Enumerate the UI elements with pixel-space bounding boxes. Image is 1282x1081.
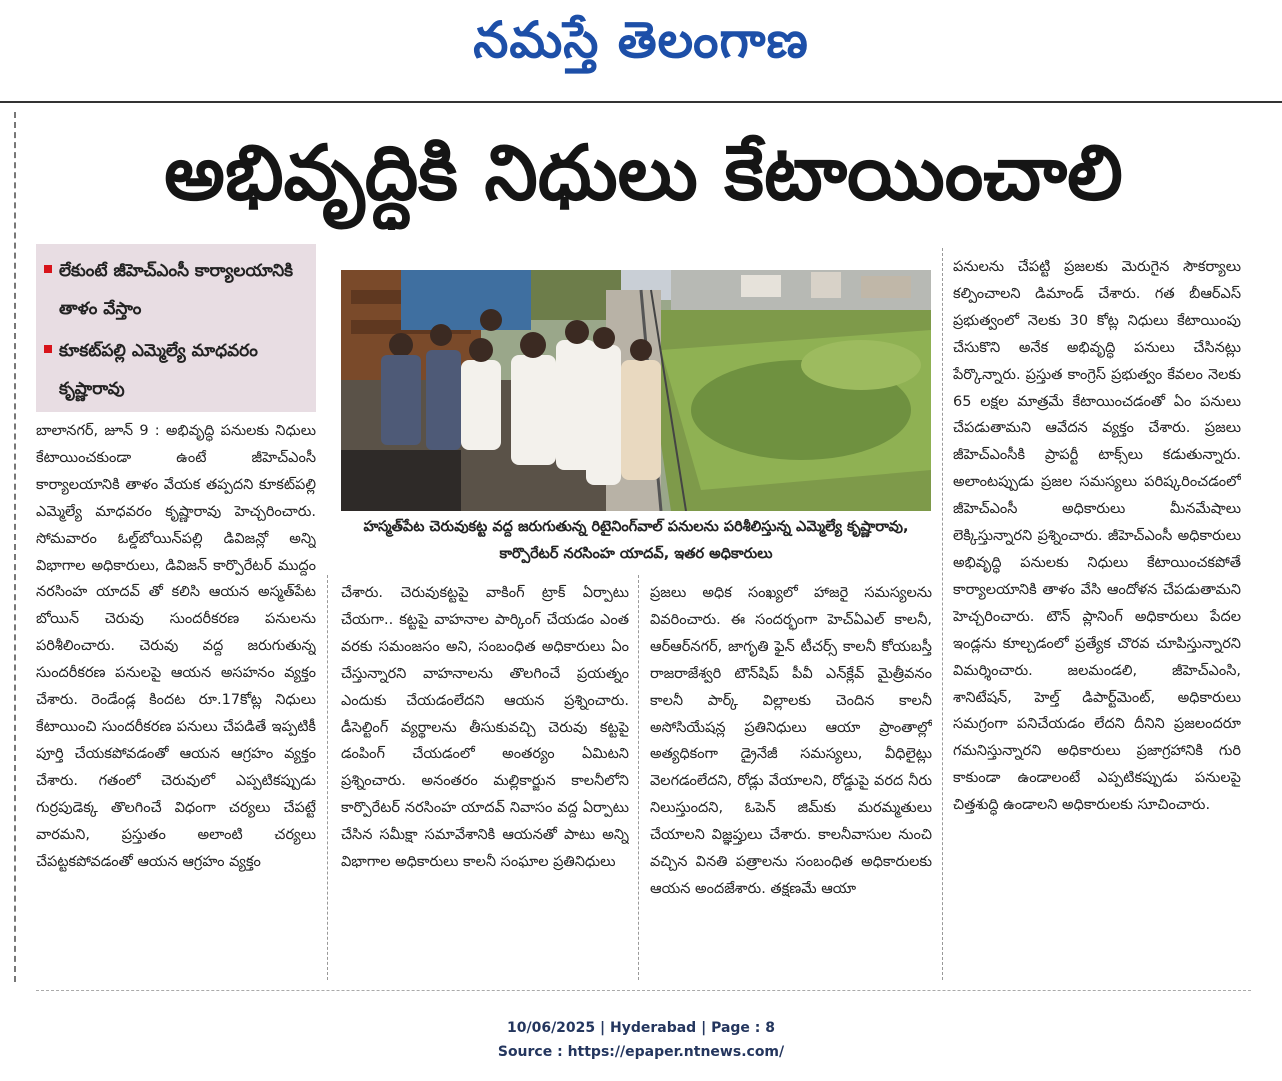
column-text: బాలానగర్, జూన్ 9 : అభివృద్ధి పనులకు నిధులు కేటాయించకుండా ఉంటే జీహెచ్‌ఎంసీ కార్యాలయానికి తాళం వేయక తప్పదని కూకట్‌పల్లి ఎమ్మెల్యే మాధవరం కృష్ణారావు హెచ్చరించారు. సోమవారం ఓల్డ్‌బోయిన్‌పల్లి డివిజన్లో అన్ని విభాగాల అధికారులు, డివిజన్ కార్పొరేటర్ ముద్దం నరసింహ యాదవ్ తో కలిసి ఆయన అస్మత్‌పేట బోయిన్ చెరువు సుందరీకరణ పనులను పరిశీలించారు. చెరువు వద్ద జరుగుతున్న సుందరీకరణ పనులపై ఆయన అసహనం వ్యక్తం చేశారు. రెండేండ్ల కిందట రూ.17కోట్ల నిధులు కేటాయించి సుందరీకరణ పనులు చేపడితే ఇప్పటికీ పూర్తి చేయకపోవడంతో ఆయన ఆగ్రహం వ్యక్తం చేశారు. గతంలో చెరువులో ఎప్పటికప్పుడు గుర్రపుడెక్క తొలగించే విధంగా చర్యలు చేపట్టే వారమని, ప్రస్తుతం అలాంటి చర్యలు చేపట్టకపోవడంతో ఆయన ఆగ్రహం వ్యక్తం	[36, 423, 316, 870]
lake-inspection-photo-icon	[341, 270, 931, 511]
article-photo	[341, 270, 931, 511]
highlight-item	[44, 332, 308, 408]
column-divider	[638, 575, 639, 980]
masthead-divider	[0, 101, 1282, 103]
photo-caption: హస్మత్‌పేట చెరువుకట్ట వద్ద జరుగుతున్న రిటైనింగ్‌వాల్ పనులను పరిశీలిస్తున్న ఎమ్మెల్యే కృష్ణారావు, కార్పొరేటర్ నరసింహ యాదవ్, ఇతర అధికారులు	[363, 519, 909, 562]
page-footer	[0, 1016, 1282, 1064]
article-column-4	[953, 254, 1241, 980]
column-text: ప్రజలు అధిక సంఖ్యలో హాజరై సమస్యలను వివరించారు. ఈ సందర్భంగా హెచ్ఏఎల్ కాలనీ, ఆర్‌ఆర్‌నగర్, జాగృతి ఫైన్ టీచర్స్ కాలనీ కోయబస్తీ రాజరాజేశ్వరి టౌన్‌షిప్ పీవీ ఎన్‌క్లేవ్ మైత్రీవనం కాలనీ పార్క్ విల్లాలకు చెందిన కాలనీ అసోసియేషన్ల ప్రతినిధులు ఆయా ప్రాంతాల్లో అత్యధికంగా డ్రైనేజీ సమస్యలు, వీధిలైట్లు వెలగడంలేదని, రోడ్లు వేయాలని, రోడ్డుపై వరద నీరు నిలుస్తుందని, ఓపెన్ జిమ్‌కు మరమ్మతులు చేయాలని విజ్ఞప్తులు చేశారు. కాలనీవాసుల నుంచి వచ్చిన వినతి పత్రాలను సంబంధిత అధికారులకు ఆయన అందజేశారు. తక్షణమే ఆయా	[650, 585, 932, 897]
red-square-bullet-icon	[44, 265, 52, 273]
bottom-divider	[36, 990, 1251, 991]
column-divider	[327, 575, 328, 980]
source-link[interactable]: Source : https://epaper.ntnews.com/	[497, 1044, 785, 1060]
masthead	[0, 0, 1282, 80]
column-text: చేశారు. చెరువుకట్టపై వాకింగ్ ట్రాక్ ఏర్పాటు చేయగా.. కట్టపై వాహనాల పార్కింగ్ చేయడం ఎంత వరకు సమంజసం అని, సంబంధిత అధికారులు ఏం చేస్తున్నారని వాహనాలను తొలగించే ప్రయత్నం ఎందుకు చేయడంలేదని ఆయన ప్రశ్నించారు. డీసెల్టింగ్ వ్యర్థాలను తీసుకువచ్చి చెరువు కట్టపై డంపింగ్ చేయడంలో అంతర్యం ఏమిటని ప్రశ్నించారు. అనంతరం మల్లికార్జున కాలనీలోని కార్పొరేటర్ నరసింహ యాదవ్ నివాసం వద్ద ఏర్పాటు చేసిన సమీక్షా సమావేశానికి ఆయనతో పాటు అన్ని విభాగాల అధికారులు కాలనీ సంఘాల ప్రతినిధులు	[341, 585, 629, 871]
highlight-text: కూకట్‌పల్లి ఎమ్మెల్యే మాధవరం కృష్ణారావు	[59, 341, 258, 399]
article-column-3	[650, 580, 932, 980]
highlight-text: లేకుంటే జీహెచ్‌ఎంసీ కార్యాలయానికి తాళం వేస్తాం	[59, 261, 294, 319]
red-square-bullet-icon	[44, 345, 52, 353]
article-headline: అభివృద్ధికి నిధులు కేటాయించాలి	[164, 128, 1123, 217]
edition-info: 10/06/2025 | Hyderabad | Page : 8	[506, 1020, 776, 1036]
column-text: పనులను చేపట్టి ప్రజలకు మెరుగైన సౌకర్యాలు కల్పించాలని డిమాండ్ చేశారు. గత బీఆర్‌ఎస్ ప్రభుత్వంలో నెలకు 30 కోట్ల నిధులు కేటాయింపు చేసుకొని అనేక అభివృద్ధి పనులు చేసినట్లు పేర్కొన్నారు. ప్రస్తుత కాంగ్రెస్ ప్రభుత్వం కేవలం నెలకు 65 లక్షల మాత్రమే కేటాయించడంతో ఏం పనులు చేపడుతామని ఆవేదన వ్యక్తం చేశారు. ప్రజలు జీహెచ్‌ఎంసీకి ప్రాపర్టీ టాక్స్‌లు కడుతున్నారు. అలాంటప్పుడు ప్రజల సమస్యలు పరిష్కరించడంలో జీహెచ్‌ఎంసీ అధికారులు మీనమేషాలు లెక్కిస్తున్నారని ప్రశ్నించారు. జీహెచ్‌ఎంసీ అధికారులు అభివృద్ధి పనులకు నిధులు కేటాయించకపోతే కార్యాలయానికి తాళం వేసి ఆందోళన చేపడుతామని హెచ్చరించారు. టౌన్ ప్లానింగ్ అధికారులు పేదల ఇండ్లను కూల్చడంలో ప్రత్యేక చొరవ చూపిస్తున్నారని విమర్శించారు. జలమండలి, జీహెచ్‌ఎంసి, శానిటేషన్, హెల్త్ డిపార్ట్‌మెంట్, అధికారులు సమగ్రంగా పనిచేయడం లేదని దీనిని ప్రజలందరూ గమనిస్తున్నారని అధికారులు ప్రజాగ్రహానికి గురి కాకుండా ఉండాలంటే ఎప్పటికప్పుడు పనులపై చిత్తశుద్ధి ఉండాలని అధికారులకు సూచించారు.	[953, 259, 1241, 814]
left-dashed-border	[14, 112, 16, 982]
article-column-1	[36, 418, 316, 980]
highlight-item	[44, 252, 308, 328]
article-column-2	[341, 580, 629, 980]
column-divider	[942, 248, 943, 980]
highlights-box	[36, 244, 316, 412]
newspaper-logo: నమస్తే తెలంగాణ	[473, 11, 809, 69]
